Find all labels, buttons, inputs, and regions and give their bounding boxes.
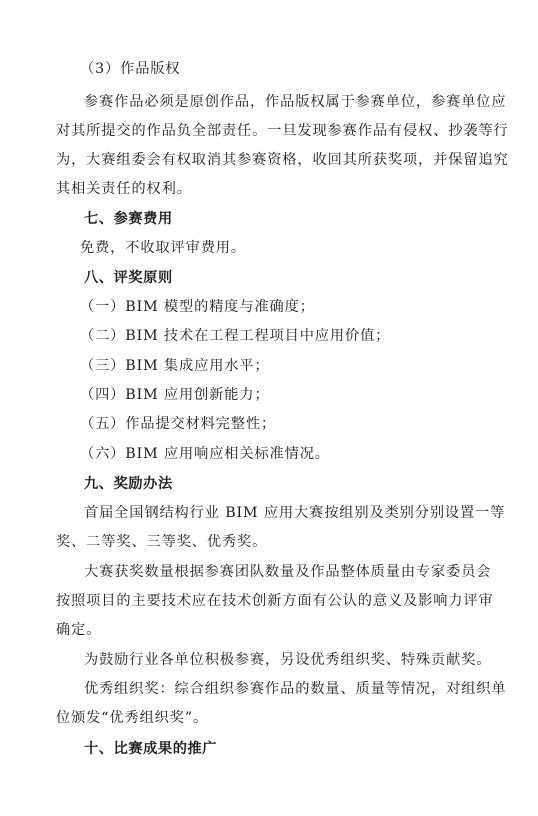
- section-heading-promotion: 十、比赛成果的推广: [84, 741, 218, 757]
- criteria-item: （三）BIM 集成应用水平；: [80, 358, 270, 374]
- criteria-item: （四）BIM 应用创新能力；: [80, 387, 270, 403]
- criteria-item: （五）作品提交材料完整性；: [80, 416, 277, 432]
- criteria-item: （一）BIM 模型的精度与准确度；: [80, 299, 315, 315]
- awards-paragraph-line: 按照项目的主要技术应在技术创新方面有公认的意义及影响力评审: [56, 593, 494, 609]
- awards-paragraph-line: 位颁发“优秀组织奖”。: [56, 710, 209, 726]
- copyright-paragraph-line: 其相关责任的权利。: [56, 181, 192, 197]
- copyright-subheading: （3）作品版权: [80, 61, 181, 77]
- criteria-item: （六）BIM 应用响应相关标准情况。: [80, 446, 330, 462]
- section-heading-awards: 九、奖励办法: [84, 476, 173, 492]
- awards-paragraph-line: 奖、二等奖、三等奖、优秀奖。: [56, 534, 268, 550]
- awards-paragraph-line: 大赛获奖数量根据参赛团队数量及作品整体质量由专家委员会: [84, 564, 492, 580]
- fees-text: 免费，不收取评审费用。: [80, 240, 246, 256]
- section-heading-fees: 七、参赛费用: [84, 211, 173, 227]
- awards-paragraph-line: 为鼓励行业各单位积极参赛，另设优秀组织奖、特殊贡献奖。: [84, 652, 492, 668]
- copyright-paragraph-line: 参赛作品必须是原创作品，作品版权属于参赛单位，参赛单位应: [84, 94, 507, 110]
- criteria-item: （二）BIM 技术在工程工程项目中应用价值；: [80, 328, 391, 344]
- section-heading-criteria: 八、评奖原则: [84, 270, 173, 286]
- awards-paragraph-line: 首届全国钢结构行业 BIM 应用大赛按组别及类别分别设置一等: [84, 505, 506, 521]
- awards-paragraph-line: 优秀组织奖：综合组织参赛作品的数量、质量等情况，对组织单: [84, 681, 507, 697]
- copyright-paragraph-line: 为，大赛组委会有权取消其参赛资格，收回其所获奖项，并保留追究: [56, 152, 509, 168]
- copyright-paragraph-line: 对其所提交的作品负全部责任。一旦发现参赛作品有侵权、抄袭等行: [56, 123, 509, 139]
- awards-paragraph-line: 确定。: [56, 622, 102, 638]
